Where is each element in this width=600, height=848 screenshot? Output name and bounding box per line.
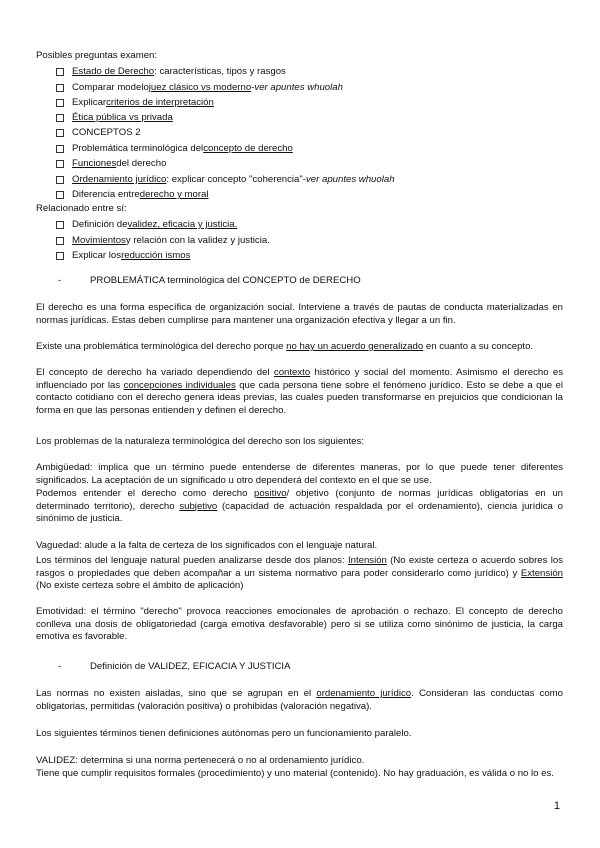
related-item: Definición de validez, eficacia y justicia.: [56, 219, 237, 231]
questions-heading: Posibles preguntas examen:: [36, 50, 158, 61]
paragraph: El derecho es una forma específica de organización social. Interviene a través de pautas de conducta materializadas en normas jurídicas. Estas deben cumplirse para mantener una organización efectiva y llegar a un fin.: [36, 302, 563, 326]
paragraph: El concepto de derecho ha variado dependiendo del contexto histórico y social del momento. Asimismo el derecho es influenciado por las concepciones individuales que cada persona tiene sobre el fenómeno jurídico. Esto se debe a que el contacto cotidiano con el derecho genera ideas previas, las cuales pueden transformarse en prejuicios que condicionan la forma en que las personas entienden y definen el derecho.: [36, 367, 564, 416]
related-item: Explicar los reducción ismos: [56, 250, 190, 262]
question-item: Diferencia entre derecho y moral: [56, 189, 209, 201]
paragraph: Los problemas de la naturaleza terminológica del derecho son los siguientes:: [36, 436, 364, 447]
paragraph: Los términos del lenguaje natural pueden analizarse desde dos planos: Intensión (No existe certeza o acuerdo sobres los rasgos o propiedades que deben acompañar a un sistema normativo para poder considerarlo como jurídico) y Extensión (No existe certeza sobre el ámbito de aplicación): [36, 555, 563, 592]
checkbox[interactable]: [56, 221, 64, 229]
checkbox[interactable]: [56, 68, 64, 76]
paragraph: VALIDEZ: determina si una norma pertenecerá o no al ordenamiento jurídico.: [36, 755, 365, 766]
checkbox[interactable]: [56, 176, 64, 184]
checkbox[interactable]: [56, 145, 64, 153]
question-item: Funciones del derecho: [56, 158, 166, 170]
question-item: Comparar modelo juez clásico vs moderno - ver apuntes whuolah: [56, 82, 343, 94]
paragraph: Emotividad: el término "derecho" provoca reacciones emocionales de aprobación o rechazo. El concepto de derecho conlleva una dosis de obligatoriedad (carga emotiva desfavorable) pero si se utiliza como sinónimo de justicia, la carga emotiva es favorable.: [36, 606, 563, 643]
section-heading: - Definición de VALIDEZ, EFICACIA Y JUSTICIA: [58, 661, 291, 672]
related-heading: Relacionado entre sí:: [36, 203, 127, 214]
checkbox[interactable]: [56, 191, 64, 199]
paragraph: Las normas no existen aisladas, sino que se agrupan en el ordenamiento jurídico. Consideran las conductas como obligatorias, permitidas (valoración positiva) o prohibidas (valoración negativa).: [36, 688, 563, 712]
checkbox[interactable]: [56, 114, 64, 122]
checkbox[interactable]: [56, 237, 64, 245]
paragraph: Ambigüedad: implica que un término puede entenderse de diferentes maneras, por lo que puede tener diferentes significados. La aceptación de un significado u otro dependerá del contexto en el que se use.: [36, 462, 563, 486]
section-heading: - PROBLEMÁTICA terminológica del CONCEPTO de DERECHO: [58, 275, 361, 286]
checkbox[interactable]: [56, 129, 64, 137]
checkbox[interactable]: [56, 84, 64, 92]
page-number: 1: [553, 800, 560, 812]
question-item: Problemática terminológica del concepto de derecho: [56, 143, 293, 155]
checkbox[interactable]: [56, 99, 64, 107]
paragraph: Tiene que cumplir requisitos formales (procedimiento) y uno material (contenido). No hay graduación, es válida o no lo es.: [36, 768, 554, 779]
checkbox[interactable]: [56, 252, 64, 260]
related-item: Movimientos y relación con la validez y justicia.: [56, 235, 270, 247]
question-item: Ética pública vs privada: [56, 112, 173, 124]
checkbox[interactable]: [56, 160, 64, 168]
question-item: Explicar criterios de interpretación: [56, 97, 214, 109]
question-item: Ordenamiento jurídico : explicar concepto "coherencia"- ver apuntes whuolah: [56, 174, 395, 186]
paragraph: Los siguientes términos tienen definiciones autónomas pero un funcionamiento paralelo.: [36, 728, 412, 739]
paragraph: Vaguedad: alude a la falta de certeza de los significados con el lenguaje natural.: [36, 540, 378, 551]
question-item: Estado de Derecho : características, tipos y rasgos: [56, 66, 286, 78]
question-item: CONCEPTOS 2: [56, 127, 141, 139]
paragraph: Podemos entender el derecho como derecho positivo/ objetivo (conjunto de normas jurídicas obligatorias en un determinado territorio), derecho subjetivo (capacidad de actuación respaldada por el ordenamiento), ciencia jurídica o sinónimo de justicia.: [36, 488, 563, 525]
paragraph: Existe una problemática terminológica del derecho porque no hay un acuerdo generalizado en cuanto a su concepto.: [36, 341, 534, 352]
